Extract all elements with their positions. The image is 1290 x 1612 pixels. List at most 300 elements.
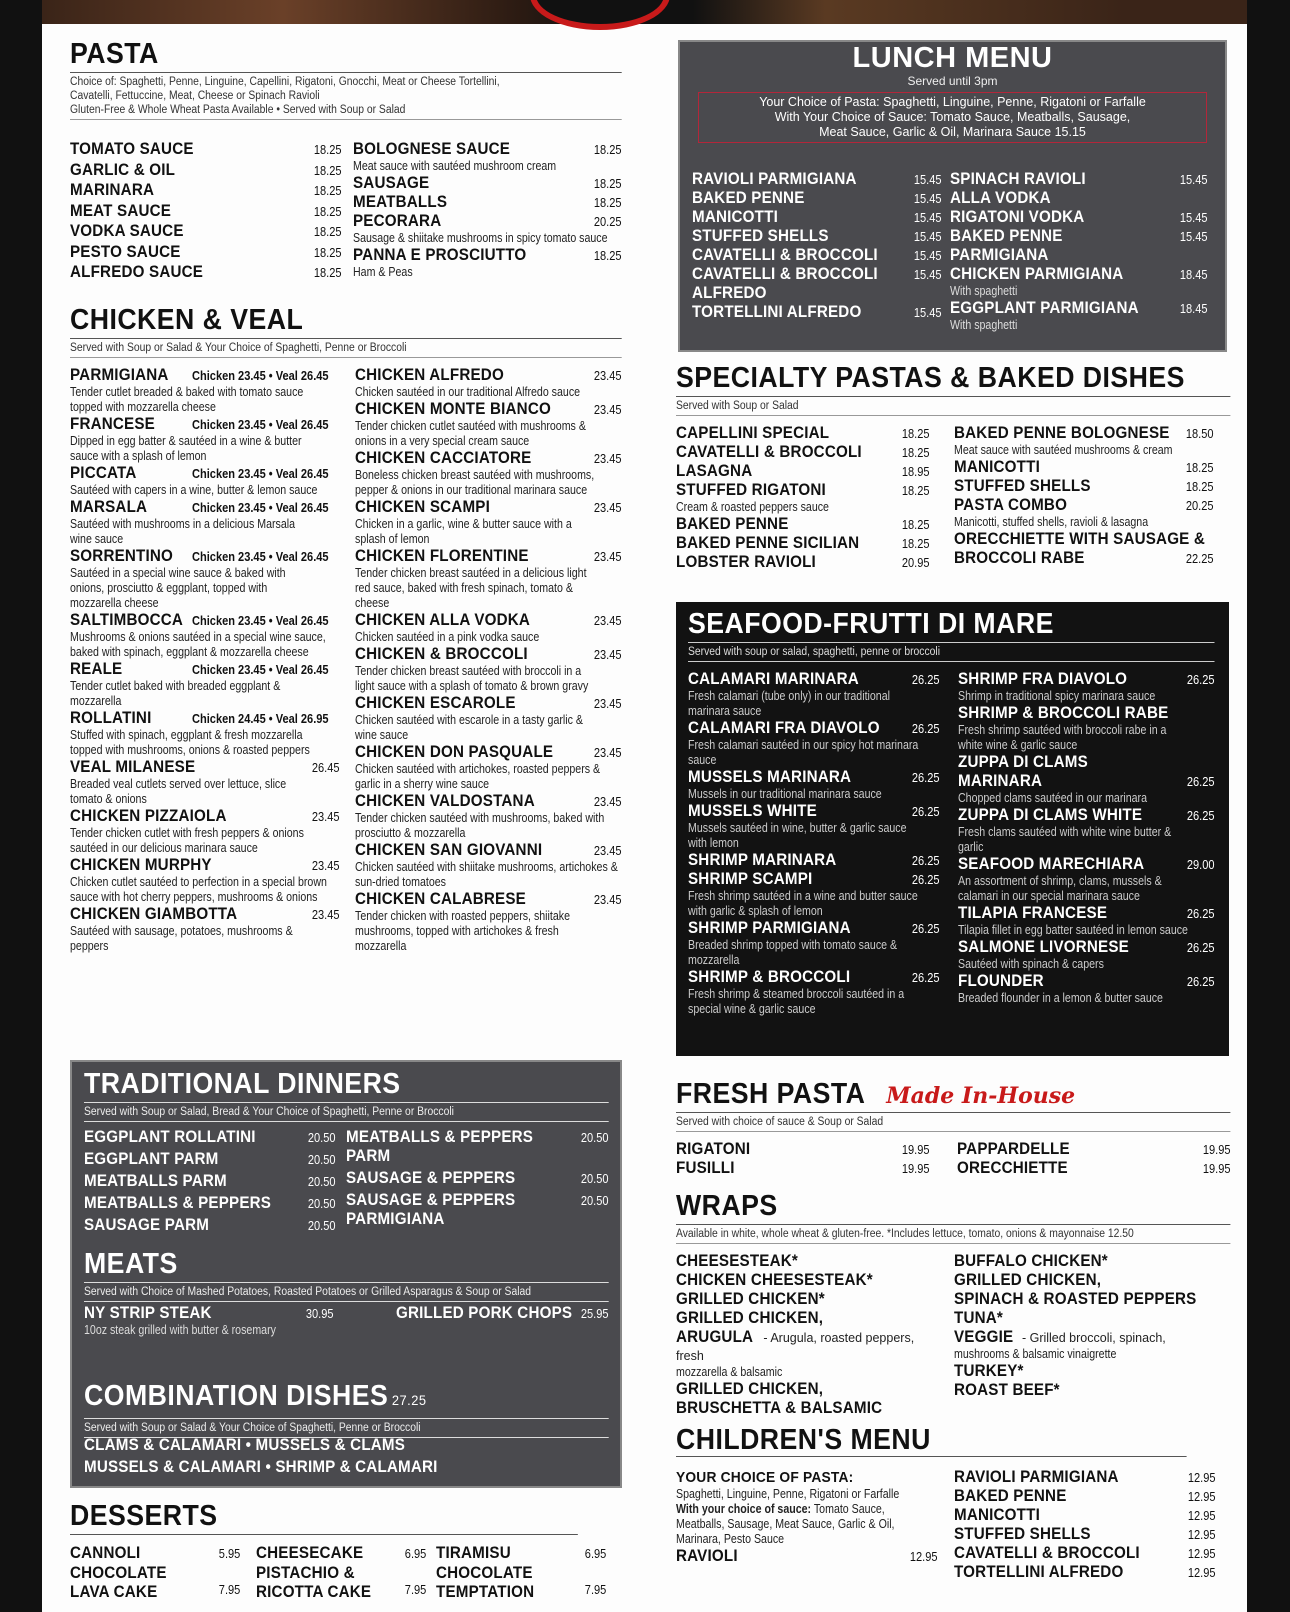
item-name: CHOCOLATE — [70, 1564, 167, 1582]
item-name: PECORARA — [353, 212, 442, 230]
item-name: PICCATA — [70, 464, 137, 482]
item-description: Fresh shrimp sautéed in a wine and butter sauce — [688, 889, 918, 903]
item-name: CHICKEN SAN GIOVANNI — [355, 841, 543, 859]
menu-item — [70, 415, 340, 464]
item-name: FLOUNDER — [958, 972, 1044, 990]
item-description: Breaded shrimp topped with tomato sauce & — [688, 938, 898, 952]
item-name: TORTELLINI ALFREDO — [954, 1563, 1124, 1581]
item-price: 12.95 — [1188, 1565, 1216, 1580]
item-name: CALAMARI FRA DIAVOLO — [688, 719, 880, 737]
item-name: MEATBALLS PARM — [84, 1172, 227, 1190]
item-name: SAUSAGE — [353, 174, 430, 192]
item-description: mushrooms, topped with artichokes & fresh — [355, 924, 559, 938]
menu-item — [355, 449, 622, 498]
fresh-pasta-title: FRESH PASTA Made In-House — [676, 1078, 1076, 1110]
menu-item — [676, 1380, 938, 1399]
item-name: SALMONE LIVORNESE — [958, 938, 1129, 956]
item-price: 15.45 — [914, 267, 942, 282]
item-description: sautéed in our delicious marinara sauce — [70, 841, 258, 855]
item-description: white wine & garlic sauce — [958, 738, 1078, 752]
menu-item — [954, 477, 1214, 496]
item-description: Tender chicken cutlet sautéed with mushrooms & — [355, 419, 586, 433]
trad-list-left — [84, 1128, 336, 1238]
item-name: PASTA COMBO — [954, 496, 1068, 514]
menu-item — [355, 611, 622, 645]
menu-item — [84, 1172, 336, 1191]
item-price: Chicken 23.45 • Veal 26.45 — [192, 549, 329, 564]
item-description: Mussels in our traditional marinara sauce — [688, 787, 882, 801]
menu-item — [676, 462, 930, 481]
lunch-choice: Your Choice of Pasta: Spaghetti, Linguine, Penne, Rigatoni or Farfalle With Your Choice of Sauce: Tomato Sauce, Meatballs, Sausage, Meat Sauce, Garlic & Oil, Marinara Sauce 15.15 — [698, 92, 1207, 143]
item-price: 20.50 — [581, 1193, 609, 1208]
menu-item — [950, 170, 1208, 208]
item-description: topped with mushrooms, onions & roasted peppers — [70, 743, 310, 757]
item-description: with lemon — [688, 836, 739, 850]
item-description: Sautéed with spinach & capers — [958, 957, 1104, 971]
item-name: SEAFOOD MARECHIARA — [958, 855, 1145, 873]
wraps-section — [676, 1190, 1231, 1417]
item-price: 18.25 — [314, 265, 342, 280]
item-name: CHICKEN ALFREDO — [355, 366, 504, 384]
menu-item — [958, 806, 1215, 855]
item-name: PARMIGIANA — [950, 246, 1049, 264]
dessert-item — [256, 1544, 426, 1563]
menu-item — [954, 458, 1214, 477]
traditional-dinners-title: TRADITIONAL DINNERS — [84, 1068, 401, 1100]
item-description: wine sauce — [70, 532, 124, 546]
menu-item — [954, 424, 1214, 458]
menu-item — [355, 366, 622, 400]
item-description: sauce — [688, 753, 717, 767]
item-description: Breaded flounder in a lemon & butter sauce — [958, 991, 1163, 1005]
item-description: An assortment of shrimp, clams, mussels & — [958, 874, 1162, 888]
wraps-left — [676, 1252, 938, 1418]
item-description: Manicotti, stuffed shells, ravioli & lasagna — [954, 515, 1149, 529]
children-choice: YOUR CHOICE OF PASTA: Spaghetti, Linguine, Penne, Rigatoni or Farfalle With your choice of sauce: Tomato Sauce, Meatballs, Sausage, Meat Sauce, Garlic & Oil, Marinara, Pesto Sauce RAVIOLI 12.95 — [676, 1469, 938, 1565]
item-description: mozzarella — [355, 939, 407, 953]
item-name: CHICKEN ALLA VODKA — [355, 611, 531, 629]
item-description: - Arugula, roasted peppers, fresh — [676, 1331, 915, 1363]
menu-item — [355, 890, 622, 954]
menu-item — [954, 1381, 1216, 1400]
menu-item — [355, 547, 622, 611]
item-name: FUSILLI — [676, 1159, 735, 1177]
menu-item — [692, 246, 942, 265]
menu-item — [954, 1290, 1216, 1309]
item-description: Ham & Peas — [353, 265, 413, 279]
meat-item: GRILLED PORK CHOPS 25.95 — [396, 1304, 609, 1322]
item-price: Chicken 23.45 • Veal 26.45 — [192, 466, 329, 481]
menu-item — [958, 972, 1215, 1006]
item-name: EGGPLANT ROLLATINI — [84, 1128, 256, 1146]
item-name: CHICKEN ESCAROLE — [355, 694, 516, 712]
item-description: topped with mozzarella cheese — [70, 400, 216, 414]
item-description: Meat sauce with sautéed mushrooms & cream — [954, 443, 1173, 457]
item-name: CALAMARI MARINARA — [688, 670, 859, 688]
item-name: ORECCHIETTE — [957, 1159, 1068, 1177]
item-name: CAVATELLI & BROCCOLI — [692, 246, 878, 264]
menu-item — [958, 904, 1215, 938]
menu-item — [954, 1271, 1216, 1290]
item-description: onions in a very special cream sauce — [355, 434, 530, 448]
item-price: 18.25 — [902, 426, 930, 441]
item-name: MANICOTTI — [692, 208, 778, 226]
item-name: EGGPLANT PARM — [84, 1150, 219, 1168]
item-name: BAKED PENNE — [950, 227, 1063, 245]
item-name: STUFFED SHELLS — [954, 477, 1091, 495]
item-price: 26.25 — [1187, 974, 1215, 989]
pasta-list-right — [353, 140, 622, 280]
item-description: Fresh clams sautéed with white wine butter & — [958, 825, 1172, 839]
menu-item — [355, 400, 622, 449]
item-name: RIGATONI — [676, 1140, 751, 1158]
item-price: 18.25 — [594, 142, 622, 157]
meats-title: MEATS — [84, 1248, 178, 1280]
item-price: 26.25 — [912, 853, 940, 868]
menu-item — [84, 1128, 336, 1147]
menu-item — [688, 968, 940, 1017]
item-price: 18.25 — [902, 445, 930, 460]
menu-item — [950, 299, 1208, 333]
item-name: STUFFED SHELLS — [954, 1525, 1091, 1543]
item-name: RAVIOLI PARMIGIANA — [954, 1468, 1119, 1486]
item-price: 18.25 — [594, 248, 622, 263]
item-price: Chicken 23.45 • Veal 26.45 — [192, 500, 329, 515]
menu-item — [954, 1328, 1216, 1347]
item-name: MEATBALLS & PEPPERS — [84, 1194, 272, 1212]
menu-item — [958, 753, 1215, 772]
wraps-title: WRAPS — [676, 1190, 778, 1222]
children-right — [954, 1468, 1216, 1582]
menu-item — [70, 181, 342, 200]
item-name: CHICKEN CACCIATORE — [355, 449, 532, 467]
lunch-sub: Served until 3pm — [907, 74, 998, 88]
item-price: 26.25 — [912, 672, 940, 687]
fresh-left — [676, 1140, 930, 1178]
item-description: tomato & onions — [70, 792, 147, 806]
menu-item — [688, 870, 940, 919]
item-description: Mussels sautéed in wine, butter & garlic sauce — [688, 821, 907, 835]
item-price: 12.95 — [1188, 1470, 1216, 1485]
item-description: with garlic & splash of lemon — [688, 904, 823, 918]
menu-item — [353, 246, 622, 280]
menu-item — [70, 709, 340, 758]
item-price: 15.45 — [914, 305, 942, 320]
item-description: Tender chicken sautéed with mushrooms, baked with — [355, 811, 605, 825]
menu-item — [676, 553, 930, 572]
menu-item — [688, 802, 940, 851]
item-name: FRANCESE — [70, 415, 155, 433]
menu-item — [676, 1271, 938, 1290]
item-price: 26.25 — [912, 804, 940, 819]
item-description: special wine & garlic sauce — [688, 1002, 816, 1016]
seafood-title: SEAFOOD-FRUTTI DI MARE — [688, 608, 1054, 640]
item-name: MEATBALLS & PEPPERS — [346, 1128, 534, 1146]
item-name: MEATBALLS — [353, 193, 448, 211]
item-name: LOBSTER RAVIOLI — [676, 553, 816, 571]
item-name: SHRIMP MARINARA — [688, 851, 837, 869]
item-name: SPINACH RAVIOLI — [950, 170, 1086, 188]
item-name: CHICKEN MURPHY — [70, 856, 212, 874]
menu-item — [355, 645, 622, 694]
item-name: GRILLED CHICKEN* — [676, 1290, 825, 1308]
item-name: BAKED PENNE — [954, 1487, 1067, 1505]
item-description: mozzarella — [688, 953, 740, 967]
item-price: 23.45 — [312, 907, 340, 922]
item-name: BAKED PENNE — [692, 189, 805, 207]
item-name: CHICKEN MONTE BIANCO — [355, 400, 551, 418]
item-name: PARMIGIANA — [70, 366, 169, 384]
specialty-right — [954, 424, 1214, 568]
item-price: 7.95 — [218, 1582, 240, 1597]
item-price: 20.25 — [1186, 498, 1214, 513]
item-name: CHICKEN FLORENTINE — [355, 547, 529, 565]
dessert-item — [436, 1564, 606, 1602]
menu-item — [355, 743, 622, 792]
item-description: calamari in our special marinara sauce — [958, 889, 1140, 903]
item-name: CHICKEN PARMIGIANA — [950, 265, 1124, 283]
menu-item — [954, 1309, 1216, 1328]
item-description: Sautéed with mushrooms in a delicious Marsala — [70, 517, 296, 531]
item-description: Chicken cutlet sautéed to perfection in a special brown — [70, 875, 327, 889]
item-name: CAVATELLI & BROCCOLI — [692, 265, 878, 283]
item-name: REALE — [70, 660, 123, 678]
item-description: Tender chicken breast sautéed with broccoli in a — [355, 664, 582, 678]
item-name: TOMATO SAUCE — [70, 140, 194, 158]
item-description: splash of lemon — [355, 532, 430, 546]
item-name: TURKEY* — [954, 1362, 1024, 1380]
item-name: BAKED PENNE BOLOGNESE — [954, 424, 1170, 442]
item-price: 26.45 — [312, 760, 340, 775]
item-price: 18.25 — [1186, 460, 1214, 475]
item-name: SHRIMP & BROCCOLI — [688, 968, 851, 986]
item-description: Chopped clams sautéed in our marinara — [958, 791, 1148, 805]
item-name: PARMIGIANA — [346, 1210, 445, 1228]
item-price: 20.50 — [581, 1130, 609, 1145]
item-price: 12.95 — [1188, 1527, 1216, 1542]
trad-list-right — [346, 1128, 609, 1232]
item-description: Chicken sautéed with shiitake mushrooms, artichokes & — [355, 860, 618, 874]
menu-item — [688, 719, 940, 768]
menu-item — [676, 1365, 938, 1380]
menu-item — [70, 498, 340, 547]
item-description: garlic in a sherry wine sauce — [355, 777, 490, 791]
item-price: 18.25 — [314, 183, 342, 198]
item-name: SHRIMP & BROCCOLI RABE — [958, 704, 1169, 722]
item-name: CHICKEN CALABRESE — [355, 890, 526, 908]
item-price: 18.45 — [1180, 301, 1208, 316]
item-name: GRILLED CHICKEN, — [676, 1309, 824, 1327]
fresh-right — [957, 1140, 1231, 1178]
item-name: MARSALA — [70, 498, 148, 516]
desserts-title: DESSERTS — [70, 1500, 578, 1535]
item-name: TIRAMISU — [436, 1544, 511, 1562]
children-title: CHILDREN'S MENU — [676, 1424, 1187, 1457]
item-price: 23.45 — [594, 745, 622, 760]
item-name: PARM — [346, 1147, 391, 1165]
pasta-title: PASTA — [70, 38, 159, 70]
item-name: RIGATONI VODKA — [950, 208, 1085, 226]
item-price: 18.25 — [314, 162, 342, 178]
item-name: TORTELLINI ALFREDO — [692, 303, 862, 321]
item-price: 7.95 — [404, 1582, 426, 1597]
item-description: Cream & roasted peppers sauce — [676, 500, 829, 514]
menu-item — [70, 366, 340, 415]
item-price: 18.25 — [902, 536, 930, 551]
item-price: 20.25 — [594, 214, 622, 229]
item-name: SAUSAGE & PEPPERS — [346, 1191, 516, 1209]
menu-item — [676, 481, 930, 515]
desserts-list — [70, 1544, 622, 1604]
item-description: Sautéed with capers in a wine, butter & lemon sauce — [70, 483, 318, 497]
menu-item — [676, 515, 930, 534]
item-name: CHICKEN CHEESESTEAK* — [676, 1271, 873, 1289]
item-name: SAUSAGE PARM — [84, 1216, 210, 1234]
combination-title: COMBINATION DISHES 27.25 — [84, 1380, 427, 1412]
item-price: 18.45 — [1180, 267, 1208, 282]
menu-item — [70, 611, 340, 660]
item-name: ALFREDO — [692, 284, 767, 302]
menu-item — [692, 189, 942, 208]
item-price: 20.50 — [308, 1174, 336, 1189]
menu-item — [353, 140, 622, 174]
item-name: GRILLED CHICKEN, — [954, 1271, 1102, 1289]
item-name: CHICKEN PIZZAIOLA — [70, 807, 227, 825]
item-name: VODKA SAUCE — [70, 222, 184, 240]
item-description: mozzarella — [70, 694, 122, 708]
seafood-right — [958, 670, 1215, 1006]
item-description: Fresh calamari (tube only) in our traditional — [688, 689, 890, 703]
item-description: Tender chicken with roasted peppers, shiitake — [355, 909, 570, 923]
menu-item — [688, 670, 940, 719]
chicken-veal-left — [70, 366, 340, 954]
item-price: 26.25 — [912, 770, 940, 785]
item-name: ZUPPA DI CLAMS — [958, 753, 1088, 771]
item-price: 15.45 — [914, 172, 942, 187]
item-description: Chicken in a garlic, wine & butter sauce with a — [355, 517, 572, 531]
item-price: Chicken 23.45 • Veal 26.45 — [192, 368, 329, 383]
item-name: TEMPTATION — [436, 1583, 535, 1601]
specialty-sub: Served with Soup or Salad — [676, 396, 1230, 416]
item-price: 19.95 — [902, 1142, 930, 1157]
item-description: sun-dried tomatoes — [355, 875, 446, 889]
item-name: SAUSAGE & PEPPERS — [346, 1169, 516, 1187]
combo-line: CLAMS & CALAMARI • MUSSELS & CLAMS — [84, 1436, 406, 1454]
item-price: 6.95 — [404, 1546, 426, 1561]
dessert-item — [70, 1544, 240, 1563]
menu-item — [676, 1140, 930, 1159]
item-price: 19.95 — [902, 1161, 930, 1176]
chicken-veal-title: CHICKEN & VEAL — [70, 304, 304, 336]
meat-item: NY STRIP STEAK 30.95 10oz steak grilled with butter & rosemary — [84, 1304, 334, 1337]
item-name: STUFFED SHELLS — [692, 227, 829, 245]
menu-item — [84, 1216, 336, 1235]
menu-item — [676, 1328, 938, 1365]
item-description: prosciutto & mozzarella — [355, 826, 466, 840]
menu-item — [346, 1191, 609, 1229]
item-price: 20.95 — [902, 555, 930, 570]
item-price: 23.45 — [594, 549, 622, 564]
menu-item — [950, 265, 1208, 299]
item-name: CHEESESTEAK* — [676, 1252, 799, 1270]
item-description: Boneless chicken breast sautéed with mushrooms, — [355, 468, 595, 482]
specialty-left — [676, 424, 930, 572]
item-description: baked with spinach, eggplant & mozzarella cheese — [70, 645, 309, 659]
item-price: Chicken 23.45 • Veal 26.45 — [192, 662, 329, 677]
item-price: 22.25 — [1186, 551, 1214, 566]
item-name: CHICKEN SCAMPI — [355, 498, 490, 516]
item-description: Chicken sautéed with escarole in a tasty garlic & — [355, 713, 583, 727]
item-description: mozzarella cheese — [70, 596, 159, 610]
item-name: BAKED PENNE — [676, 515, 789, 533]
item-name: LASAGNA — [676, 462, 753, 480]
menu-item — [84, 1194, 336, 1213]
item-description: Tender cutlet breaded & baked with tomato sauce — [70, 385, 304, 399]
item-price: 18.25 — [314, 142, 342, 157]
item-description: Sautéed with sausage, potatoes, mushrooms & — [70, 924, 293, 938]
item-name: ALLA VODKA — [950, 189, 1051, 207]
combo-line: MUSSELS & CALAMARI • SHRIMP & CALAMARI — [84, 1458, 438, 1476]
item-price: 23.45 — [594, 500, 622, 515]
item-name: CHICKEN & BROCCOLI — [355, 645, 528, 663]
item-price: 15.45 — [914, 191, 942, 206]
item-name: MEAT SAUCE — [70, 201, 172, 220]
menu-item — [688, 851, 940, 870]
menu-item — [954, 1525, 1216, 1544]
item-name: RICOTTA CAKE — [256, 1583, 372, 1601]
lunch-list-right — [950, 170, 1208, 333]
lunch-list-left — [692, 170, 942, 322]
item-name: SORRENTINO — [70, 547, 174, 565]
item-description: Tender chicken cutlet with fresh peppers & onions — [70, 826, 304, 840]
item-description: peppers — [70, 939, 109, 953]
item-price: 23.45 — [594, 613, 622, 628]
item-name: TUNA* — [954, 1309, 1003, 1327]
menu-item: RAVIOLI 12.95 — [676, 1547, 938, 1565]
item-price: 18.25 — [314, 203, 342, 219]
item-description: Breaded veal cutlets served over lettuce, slice — [70, 777, 287, 791]
item-name: LAVA CAKE — [70, 1583, 158, 1601]
item-name: CAVATELLI & BROCCOLI — [954, 1544, 1140, 1562]
menu-item — [957, 1140, 1231, 1159]
item-price: 18.25 — [314, 224, 342, 239]
item-price: 23.45 — [594, 451, 622, 466]
menu-item — [692, 227, 942, 246]
meats-sub: Served with Choice of Mashed Potatoes, Roasted Potatoes or Grilled Asparagus & Soup or Salad — [84, 1282, 608, 1302]
menu-item — [954, 1563, 1216, 1582]
menu-item — [676, 1309, 938, 1328]
item-price: 23.45 — [594, 696, 622, 711]
item-price: 26.25 — [1187, 774, 1215, 789]
item-price: 23.45 — [594, 368, 622, 383]
item-description: Fresh shrimp & steamed broccoli sautéed in a — [688, 987, 905, 1001]
fresh-pasta-section — [676, 1078, 1231, 1177]
menu-item — [950, 208, 1208, 227]
item-description: Dipped in egg batter & sautéed in a wine & butter — [70, 434, 302, 448]
item-price: 20.50 — [308, 1218, 336, 1233]
item-price: 18.25 — [594, 176, 622, 191]
item-description: onions, prosciutto & eggplant, topped with — [70, 581, 268, 595]
menu-item — [70, 243, 342, 262]
item-name: ZUPPA DI CLAMS WHITE — [958, 806, 1143, 824]
item-description: light sauce with a splash of tomato & brown gravy — [355, 679, 589, 693]
item-name: CAPELLINI SPECIAL — [676, 424, 830, 442]
item-price: 26.25 — [912, 872, 940, 887]
item-price: 23.45 — [312, 809, 340, 824]
item-name: BAKED PENNE SICILIAN — [676, 534, 860, 552]
item-name: SHRIMP FRA DIAVOLO — [958, 670, 1128, 688]
item-description: Sautéed in a special wine sauce & baked with — [70, 566, 286, 580]
